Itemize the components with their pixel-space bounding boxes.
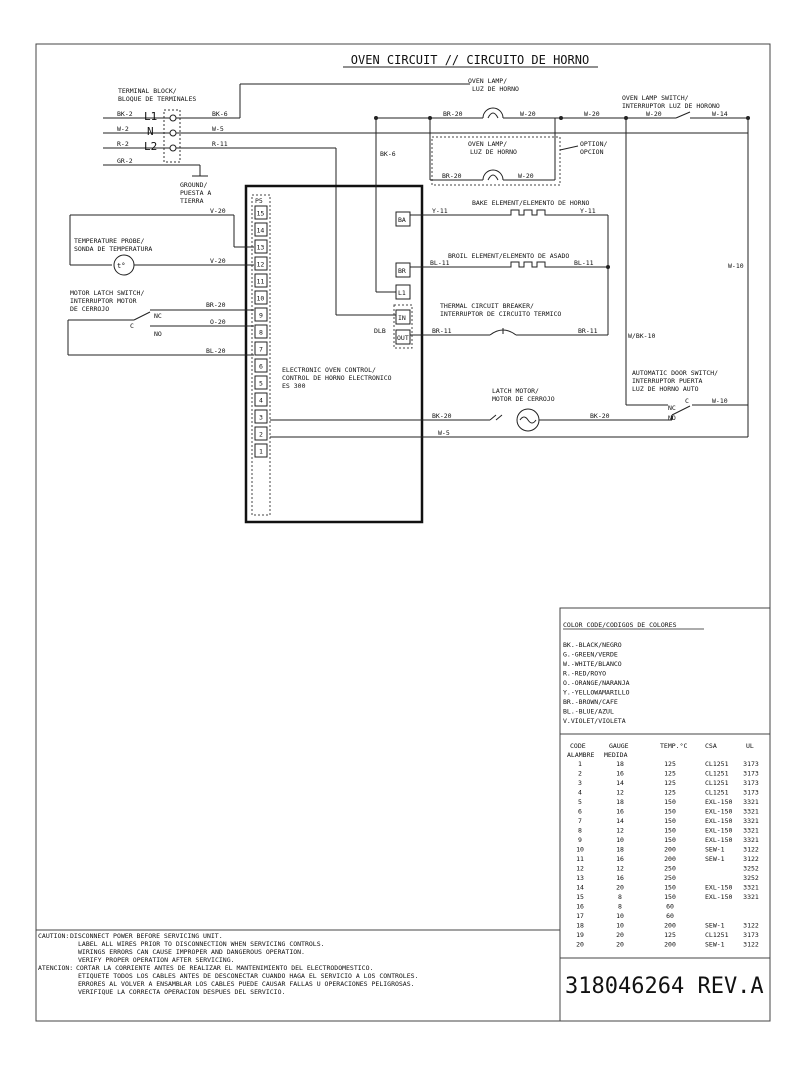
gauge-cell: 200 bbox=[664, 855, 676, 863]
oven-lamp-option-label: OVEN LAMP/ bbox=[468, 140, 508, 148]
option-label: OPTION/ bbox=[580, 140, 608, 148]
gauge-cell: EXL-150 bbox=[705, 826, 733, 835]
motor-latch-nc: NC bbox=[154, 312, 162, 320]
wire-label-v20-top: V-20 bbox=[210, 207, 226, 215]
pin-label-4: 4 bbox=[259, 396, 263, 405]
gauge-cell: 200 bbox=[664, 940, 676, 949]
th-ul: UL bbox=[746, 742, 754, 750]
wire-label-r11: R-11 bbox=[212, 140, 228, 148]
gauge-cell: 3122 bbox=[743, 921, 759, 930]
gauge-cell: EXL-150 bbox=[705, 807, 733, 816]
door-switch-nc: NC bbox=[668, 404, 676, 412]
gauge-cell: 8 bbox=[578, 826, 582, 835]
color-code-header: COLOR CODE/CODIGOS DE COLORES bbox=[563, 621, 677, 629]
gauge-cell: 3321 bbox=[743, 798, 759, 806]
gauge-cell: 16 bbox=[616, 769, 624, 778]
wire-label-w2: W-2 bbox=[117, 125, 129, 133]
pin-label-3: 3 bbox=[259, 413, 263, 422]
gauge-table-rows bbox=[576, 760, 759, 949]
gauge-cell: EXL-150 bbox=[705, 883, 733, 892]
pin-label-11: 11 bbox=[256, 277, 265, 286]
motor-latch-c: C bbox=[130, 322, 134, 330]
gauge-cell: 16 bbox=[616, 807, 624, 816]
junction bbox=[374, 116, 378, 120]
wire-label-w10-right: W-10 bbox=[728, 262, 744, 270]
color-code-item: R.-RED/ROYO bbox=[563, 669, 607, 678]
motor-latch-label-es2: DE CERROJO bbox=[70, 305, 110, 313]
wire-label-w10-door: W-10 bbox=[712, 397, 728, 405]
wire-label-w20-lamp: W-20 bbox=[520, 110, 536, 118]
pin-label-2: 2 bbox=[259, 430, 263, 439]
relay-in-label: IN bbox=[398, 314, 406, 322]
gauge-cell: 125 bbox=[664, 788, 676, 797]
gauge-cell: 12 bbox=[616, 826, 624, 835]
gauge-cell: 3173 bbox=[743, 769, 759, 778]
caution-label: CAUTION: bbox=[38, 932, 70, 940]
diagram-title: OVEN CIRCUIT // CIRCUITO DE HORNO bbox=[350, 53, 590, 67]
gauge-cell: 150 bbox=[664, 817, 676, 825]
gauge-cell: 60 bbox=[666, 902, 674, 911]
terminal-n bbox=[170, 130, 176, 136]
oven-lamp-option-label-es: LUZ DE HORNO bbox=[470, 148, 517, 156]
electronic-oven-control bbox=[246, 186, 422, 522]
terminal-block-label-es: BLOQUE DE TERMINALES bbox=[118, 95, 197, 103]
terminal-l1 bbox=[170, 115, 176, 121]
door-switch-c: C bbox=[685, 397, 689, 405]
gauge-cell: 150 bbox=[664, 807, 676, 816]
gauge-cell: SEW-1 bbox=[705, 855, 725, 863]
door-switch-no: NO bbox=[668, 414, 676, 422]
gauge-cell: 14 bbox=[616, 779, 624, 787]
wire-label-w20-lamp2: W-20 bbox=[584, 110, 600, 118]
gauge-cell: 3173 bbox=[743, 788, 759, 797]
gauge-cell: 12 bbox=[616, 864, 624, 873]
door-switch-label: AUTOMATIC DOOR SWITCH/ bbox=[632, 369, 719, 377]
gauge-cell: 3122 bbox=[743, 845, 759, 854]
caution-line: LABEL ALL WIRES PRIOR TO DISCONNECTION WHEN SERVICING CONTROLS. bbox=[78, 940, 325, 948]
gauge-cell: 7 bbox=[578, 817, 582, 825]
gauge-cell: 14 bbox=[616, 817, 624, 825]
gauge-cell: 8 bbox=[618, 902, 622, 911]
wire-label-bk20-left: BK-20 bbox=[432, 412, 452, 420]
part-number: 318046264 REV.A bbox=[565, 974, 764, 999]
gauge-cell: 3321 bbox=[743, 807, 759, 816]
gauge-cell: CL1251 bbox=[705, 931, 729, 939]
gauge-cell: EXL-150 bbox=[705, 817, 733, 825]
oven-lamp-label-es: LUZ DE HORNO bbox=[472, 85, 519, 93]
relay-l1-label: L1 bbox=[398, 289, 406, 297]
gauge-cell: 3122 bbox=[743, 855, 759, 863]
gauge-cell: 16 bbox=[616, 874, 624, 882]
gauge-cell: 250 bbox=[664, 874, 676, 882]
gauge-cell: CL1251 bbox=[705, 779, 729, 787]
wire-label-bk6: BK-6 bbox=[212, 110, 228, 118]
atencion-line: CORTAR LA CORRIENTE ANTES DE REALIZAR EL MANTENIMIENTO DEL ELECTRODOMESTICO. bbox=[76, 964, 374, 972]
pin-label-7: 7 bbox=[259, 345, 263, 354]
caution-lines bbox=[70, 932, 325, 964]
gauge-cell: SEW-1 bbox=[705, 921, 725, 930]
ground-label-2: PUESTA A bbox=[180, 189, 212, 197]
terminal-l2 bbox=[170, 145, 176, 151]
gauge-cell: 250 bbox=[664, 864, 676, 873]
gauge-cell: 20 bbox=[616, 883, 624, 892]
gauge-cell: 17 bbox=[576, 912, 584, 920]
wire-label-gr2: GR-2 bbox=[117, 157, 133, 165]
sheet-border bbox=[36, 44, 770, 1021]
wire-label-w5: W-5 bbox=[212, 125, 224, 133]
pin-label-14: 14 bbox=[256, 226, 265, 235]
wire-label-bk2: BK-2 bbox=[117, 110, 133, 118]
terminal-block-label: TERMINAL BLOCK/ bbox=[118, 87, 177, 95]
gauge-cell: 10 bbox=[616, 921, 624, 930]
oven-lamp-label: OVEN LAMP/ bbox=[468, 77, 508, 85]
gauge-cell: 16 bbox=[576, 902, 584, 911]
color-code-item: W.-WHITE/BLANCO bbox=[563, 660, 622, 668]
temp-probe-label-es: SONDA DE TEMPERATURA bbox=[74, 245, 153, 253]
connector-p5-label: P5 bbox=[255, 197, 263, 205]
gauge-cell: 125 bbox=[664, 760, 676, 768]
gauge-cell: 3321 bbox=[743, 836, 759, 844]
latch-motor-label-es: MOTOR DE CERROJO bbox=[492, 395, 555, 403]
gauge-cell: EXL-150 bbox=[705, 798, 733, 806]
color-code-item: O.-ORANGE/NARANJA bbox=[563, 679, 630, 687]
gauge-cell: CL1251 bbox=[705, 788, 729, 797]
gauge-cell: 3321 bbox=[743, 826, 759, 835]
breaker-label-es: INTERRUPTOR DE CIRCUITO TERMICO bbox=[440, 310, 562, 318]
lamp-switch-label: OVEN LAMP SWITCH/ bbox=[622, 94, 689, 102]
control-label: ELECTRONIC OVEN CONTROL/ bbox=[282, 366, 376, 374]
wire-label-wbk10: W/BK-10 bbox=[628, 332, 656, 340]
gauge-cell: SEW-1 bbox=[705, 845, 725, 854]
wire-label-br11-right: BR-11 bbox=[578, 327, 598, 335]
motor-latch-label: MOTOR LATCH SWITCH/ bbox=[70, 289, 145, 297]
term-label-n: N bbox=[147, 125, 154, 138]
gauge-cell: 12 bbox=[576, 864, 584, 873]
control-label-es: CONTROL DE HORNO ELECTRONICO bbox=[282, 374, 392, 382]
atencion-lines bbox=[76, 964, 418, 996]
gauge-cell: 12 bbox=[616, 788, 624, 797]
control-pins bbox=[255, 206, 267, 457]
ground-label-3: TIERRA bbox=[180, 197, 204, 205]
broil-element bbox=[505, 262, 551, 267]
wire-label-w20-option: W-20 bbox=[518, 172, 534, 180]
gauge-cell: SEW-1 bbox=[705, 940, 725, 949]
pin-label-5: 5 bbox=[259, 379, 263, 388]
wire-label-w5-bottom: W-5 bbox=[438, 429, 450, 437]
caution-line: DISCONNECT POWER BEFORE SERVICING UNIT. bbox=[70, 932, 223, 940]
gauge-cell: 9 bbox=[578, 836, 582, 844]
th-alambre: ALAMBRE bbox=[567, 751, 595, 759]
gauge-cell: 150 bbox=[664, 836, 676, 844]
relay-ba-label: BA bbox=[398, 216, 406, 224]
gauge-cell: 200 bbox=[664, 921, 676, 930]
gauge-cell: 3122 bbox=[743, 940, 759, 949]
wire-label-br20-option: BR-20 bbox=[442, 172, 462, 180]
wire-label-bl11-left: BL-11 bbox=[430, 259, 450, 267]
gauge-cell: 18 bbox=[616, 798, 624, 806]
gauge-cell: 18 bbox=[576, 921, 584, 930]
wire-label-br20-latch: BR-20 bbox=[206, 301, 226, 309]
gauge-cell: 10 bbox=[576, 845, 584, 854]
gauge-cell: CL1251 bbox=[705, 760, 729, 768]
gauge-cell: 3173 bbox=[743, 760, 759, 768]
gauge-cell: 3173 bbox=[743, 779, 759, 787]
gauge-cell: 3321 bbox=[743, 883, 759, 892]
gauge-cell: 18 bbox=[616, 760, 624, 768]
gauge-cell: 125 bbox=[664, 779, 676, 787]
gauge-cell: 150 bbox=[664, 883, 676, 892]
term-label-l1: L1 bbox=[144, 110, 158, 123]
wire-label-w20-switch: W-20 bbox=[646, 110, 662, 118]
gauge-cell: 3252 bbox=[743, 864, 759, 873]
caution-line: VERIFY PROPER OPERATION AFTER SERVICING. bbox=[78, 956, 235, 964]
lamp-switch bbox=[676, 112, 690, 118]
option-label-es: OPCION bbox=[580, 148, 604, 156]
pin-label-15: 15 bbox=[256, 209, 265, 218]
relay-br-label: BR bbox=[398, 267, 406, 275]
wire-label-br20-lamp: BR-20 bbox=[443, 110, 463, 118]
dlb-label: DLB bbox=[374, 327, 386, 335]
gauge-cell: 20 bbox=[616, 940, 624, 949]
gauge-cell: 8 bbox=[618, 893, 622, 901]
gauge-cell: 18 bbox=[616, 845, 624, 854]
atencion-line: ERRORES AL VOLVER A ENSAMBLAR LOS CABLES PUEDE CAUSAR FALLAS U OPERACIONES PELIGROSAS. bbox=[78, 980, 415, 988]
gauge-cell: 150 bbox=[664, 826, 676, 835]
wire-label-r2: R-2 bbox=[117, 140, 129, 148]
motor-latch-label-es: INTERRUPTOR MOTOR bbox=[70, 297, 137, 305]
door-switch-label-es: INTERRUPTOR PUERTA bbox=[632, 377, 703, 385]
gauge-cell: EXL-150 bbox=[705, 836, 733, 844]
color-code-item: G.-GREEN/VERDE bbox=[563, 650, 618, 659]
pin-label-10: 10 bbox=[256, 294, 265, 303]
wire-label-br11-left: BR-11 bbox=[432, 327, 452, 335]
motor-latch-no: NO bbox=[154, 330, 162, 338]
gauge-cell: 4 bbox=[578, 788, 582, 797]
atencion-line: VERIFIQUE LA CORRECTA OPERACION DESPUES DEL SERVICIO. bbox=[78, 988, 286, 996]
gauge-cell: 3252 bbox=[743, 874, 759, 882]
color-code-list bbox=[563, 641, 630, 725]
gauge-cell: 14 bbox=[576, 883, 584, 892]
wire-label-y11-left: Y-11 bbox=[432, 207, 448, 215]
gauge-cell: 3321 bbox=[743, 893, 759, 901]
gauge-cell: 150 bbox=[664, 798, 676, 806]
pin-label-8: 8 bbox=[259, 328, 263, 337]
pin-label-9: 9 bbox=[259, 311, 263, 320]
color-code-item: Y.-YELLOWAMARILLO bbox=[563, 688, 630, 697]
pin-label-13: 13 bbox=[256, 243, 265, 252]
motor-latch-switch bbox=[134, 312, 150, 320]
th-gauge: GAUGE bbox=[609, 742, 629, 750]
color-code-item: BL.-BLUE/AZUL bbox=[563, 707, 614, 716]
gauge-cell: 3321 bbox=[743, 817, 759, 825]
gauge-cell: 19 bbox=[576, 931, 584, 939]
gauge-cell: 2 bbox=[578, 769, 582, 778]
color-code-item: BR.-BROWN/CAFE bbox=[563, 698, 618, 706]
th-medida: MEDIDA bbox=[604, 751, 628, 759]
th-code: CODE bbox=[570, 742, 586, 750]
wire-label-bl20: BL-20 bbox=[206, 347, 226, 355]
gauge-cell: 60 bbox=[666, 912, 674, 920]
gauge-cell: 10 bbox=[616, 912, 624, 920]
ground-label: GROUND/ bbox=[180, 181, 208, 189]
bake-element bbox=[505, 210, 551, 215]
gauge-cell: 3 bbox=[578, 779, 582, 787]
gauge-cell: CL1251 bbox=[705, 769, 729, 778]
breaker-label: THERMAL CIRCUIT BREAKER/ bbox=[440, 302, 534, 310]
gauge-cell: 125 bbox=[664, 769, 676, 778]
gauge-cell: EXL-150 bbox=[705, 893, 733, 901]
gauge-cell: 11 bbox=[576, 855, 584, 863]
door-switch-label-es2: LUZ DE HORNO AUTO bbox=[632, 385, 699, 393]
gauge-cell: 20 bbox=[616, 931, 624, 939]
gauge-cell: 125 bbox=[664, 931, 676, 939]
wire-label-v20-bottom: V-20 bbox=[210, 257, 226, 265]
control-model: ES 300 bbox=[282, 382, 306, 390]
wire-label-bl11-right: BL-11 bbox=[574, 259, 594, 267]
gauge-cell: 150 bbox=[664, 893, 676, 901]
gauge-cell: 15 bbox=[576, 893, 584, 901]
wire-label-bk20-right: BK-20 bbox=[590, 412, 610, 420]
wire-label-o20: O-20 bbox=[210, 318, 226, 326]
gauge-cell: 1 bbox=[578, 760, 582, 768]
caution-line: WIRINGS ERRORS CAN CAUSE IMPROPER AND DANGEROUS OPERATION. bbox=[78, 948, 305, 956]
gauge-cell: 20 bbox=[576, 940, 584, 949]
relay-out-label: OUT bbox=[397, 334, 409, 342]
lamp-switch-label-es: INTERRUPTOR LUZ DE HORONO bbox=[622, 102, 720, 110]
wire-label-bk6-vertical: BK-6 bbox=[380, 150, 396, 158]
bake-element-label: BAKE ELEMENT/ELEMENTO DE HORNO bbox=[472, 199, 590, 207]
atencion-label: ATENCION: bbox=[38, 964, 74, 972]
pin-label-1: 1 bbox=[259, 447, 263, 456]
th-temp: TEMP.°C bbox=[660, 742, 688, 750]
gauge-cell: 10 bbox=[616, 836, 624, 844]
pin-label-12: 12 bbox=[256, 260, 265, 269]
gauge-cell: 5 bbox=[578, 798, 582, 806]
wire-label-w14: W-14 bbox=[712, 110, 728, 118]
color-code-item: BK.-BLACK/NEGRO bbox=[563, 641, 622, 649]
gauge-cell: 13 bbox=[576, 874, 584, 882]
gauge-cell: 200 bbox=[664, 845, 676, 854]
atencion-line: ETIQUETE TODOS LOS CABLES ANTES DE DESCONECTAR CUANDO HAGA EL SERVICIO A LOS CONTROLES. bbox=[78, 972, 419, 980]
color-code-item: V.VIOLET/VIOLETA bbox=[563, 717, 626, 725]
th-csa: CSA bbox=[705, 742, 717, 750]
term-label-l2: L2 bbox=[144, 140, 158, 153]
pin-label-6: 6 bbox=[259, 362, 263, 371]
gauge-cell: 6 bbox=[578, 807, 582, 816]
latch-motor-label: LATCH MOTOR/ bbox=[492, 387, 539, 395]
gauge-cell: 16 bbox=[616, 855, 624, 863]
temp-probe-symbol: t° bbox=[117, 262, 126, 270]
wire-label-y11-right: Y-11 bbox=[580, 207, 596, 215]
temp-probe-label: TEMPERATURE PROBE/ bbox=[74, 237, 145, 245]
broil-element-label: BROIL ELEMENT/ELEMENTO DE ASADO bbox=[448, 252, 570, 260]
gauge-cell: 3173 bbox=[743, 931, 759, 939]
